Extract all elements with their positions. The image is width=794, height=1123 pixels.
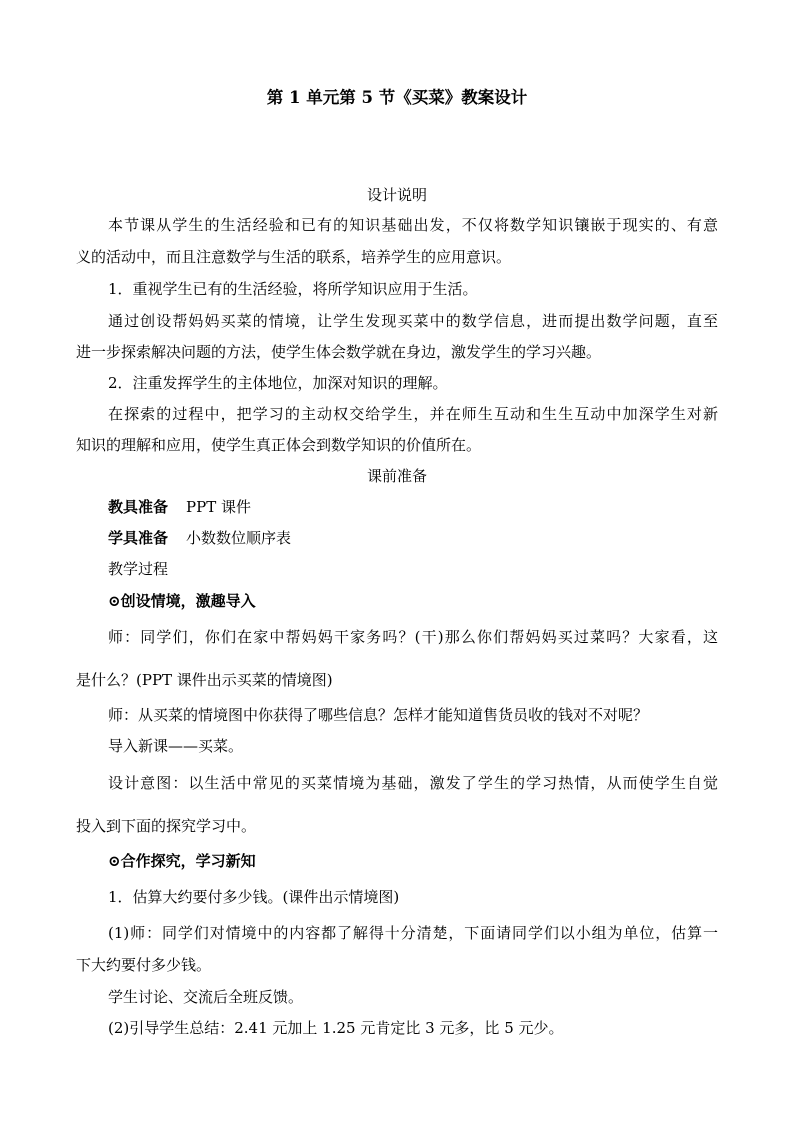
- paragraph-line: 进一步探索解决问题的方法，使学生体会数学就在身边，激发学生的学习兴趣。: [76, 343, 602, 361]
- paragraph-line: 义的活动中，而且注意数学与生活的联系，培养学生的应用意识。: [76, 248, 512, 266]
- paragraph-line: 下大约要付多少钱。: [76, 956, 212, 974]
- page-title: 第 1 单元第 5 节《买菜》教案设计: [266, 88, 528, 107]
- student-prep-value: 小数数位顺序表: [186, 529, 292, 547]
- teacher-prep-row: [108, 498, 251, 516]
- teacher-prep-value: PPT 课件: [186, 498, 251, 516]
- point-heading: 1．重视学生已有的生活经验，将所学知识应用于生活。: [108, 280, 478, 298]
- paragraph-line: 导入新课——买菜。: [108, 737, 244, 755]
- part2-heading: ⊙合作探究，学习新知: [108, 852, 256, 870]
- design-intent-line: 投入到下面的探究学习中。: [76, 817, 257, 835]
- step-heading: 1．估算大约要付多少钱。(课件出示情境图): [108, 888, 400, 906]
- point-heading: 2．注重发挥学生的主体地位，加深对知识的理解。: [108, 374, 448, 392]
- paragraph-line: 通过创设帮妈妈买菜的情境，让学生发现买菜中的数学信息，进而提出数学问题，直至: [108, 312, 718, 330]
- paragraph-line: 在探索的过程中，把学习的主动权交给学生，并在师生互动和生生互动中加深学生对新: [108, 405, 718, 423]
- process-heading: 教学过程: [108, 560, 169, 578]
- paragraph-line: 本节课从学生的生活经验和已有的知识基础出发，不仅将数学知识镶嵌于现实的、有意: [108, 216, 718, 234]
- section-heading-design: 设计说明: [366, 186, 427, 204]
- student-prep-row: [108, 529, 291, 547]
- teacher-prep-label: 教具准备: [108, 498, 169, 516]
- paragraph-line: 是什么？(PPT 课件出示买菜的情境图): [76, 671, 333, 689]
- paragraph-line: 师：同学们，你们在家中帮妈妈干家务吗？(干)那么你们帮妈妈买过菜吗？大家看，这: [108, 628, 718, 646]
- student-prep-label: 学具准备: [108, 529, 169, 547]
- paragraph-line: 学生讨论、交流后全班反馈。: [108, 988, 304, 1006]
- paragraph-line: 知识的理解和应用，使学生真正体会到数学知识的价值所在。: [76, 436, 482, 454]
- paragraph-line: 师：从买菜的情境图中你获得了哪些信息？怎样才能知道售货员收的钱对不对呢？: [108, 706, 649, 724]
- design-intent-line: 设计意图：以生活中常见的买菜情境为基础，激发了学生的学习热情，从而使学生自觉: [108, 774, 718, 792]
- section-heading-prep: 课前准备: [366, 467, 427, 485]
- paragraph-line: (1)师：同学们对情境中的内容都了解得十分清楚，下面请同学们以小组为单位，估算一: [108, 924, 718, 942]
- part1-heading: ⊙创设情境，激趣导入: [108, 592, 256, 610]
- paragraph-line: (2)引导学生总结：2.41 元加上 1.25 元肯定比 3 元多，比 5 元少。: [108, 1019, 564, 1037]
